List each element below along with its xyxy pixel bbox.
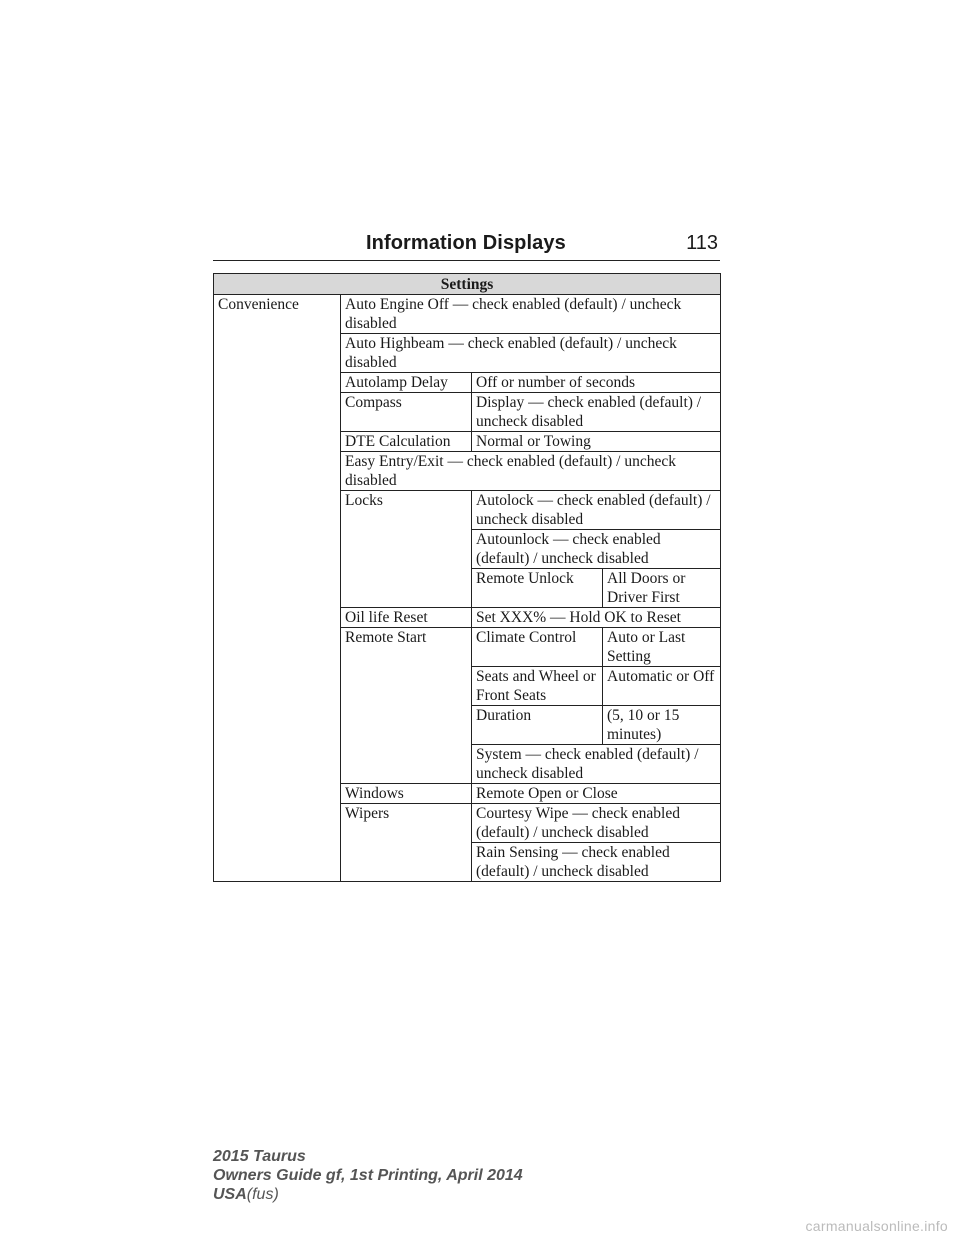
- wipers-label: Wipers: [341, 804, 472, 882]
- autolock-cell: Autolock — check enabled (default) / uncheck disabled: [472, 491, 721, 530]
- remote-unlock-value: All Doors or Driver First: [603, 569, 721, 608]
- auto-highbeam-cell: Auto Highbeam — check enabled (default) / uncheck disabled: [341, 334, 721, 373]
- footer-market-code: (fus): [246, 1186, 279, 1203]
- footer-market-bold: USA: [213, 1186, 247, 1203]
- remote-unlock-label: Remote Unlock: [472, 569, 603, 608]
- duration-label: Duration: [472, 706, 603, 745]
- settings-table: [213, 273, 721, 882]
- autounlock-cell: Autounlock — check enabled (default) / uncheck disabled: [472, 530, 721, 569]
- windows-label: Windows: [341, 784, 472, 804]
- footer-market: [213, 1185, 523, 1204]
- table-header-row: [214, 274, 721, 295]
- dte-value: Normal or Towing: [472, 432, 721, 452]
- footer-edition: Owners Guide gf, 1st Printing, April 2014: [213, 1167, 523, 1184]
- seats-wheel-label: Seats and Wheel or Front Seats: [472, 667, 603, 706]
- seats-wheel-value: Automatic or Off: [603, 667, 721, 706]
- duration-value: (5, 10 or 15 minutes): [603, 706, 721, 745]
- category-cell: Convenience: [214, 295, 341, 882]
- rain-sensing-cell: Rain Sensing — check enabled (default) / uncheck disabled: [472, 843, 721, 882]
- climate-control-label: Climate Control: [472, 628, 603, 667]
- remote-start-label: Remote Start: [341, 628, 472, 784]
- document-footer: [213, 1147, 523, 1204]
- table-row: [214, 295, 721, 334]
- autolamp-delay-value: Off or number of seconds: [472, 373, 721, 393]
- watermark: carmanualsonline.info: [805, 1218, 948, 1234]
- compass-label: Compass: [341, 393, 472, 432]
- easy-entry-cell: Easy Entry/Exit — check enabled (default) / uncheck disabled: [341, 452, 721, 491]
- system-cell: System — check enabled (default) / uncheck disabled: [472, 745, 721, 784]
- compass-value: Display — check enabled (default) / uncheck disabled: [472, 393, 721, 432]
- oil-life-value: Set XXX% — Hold OK to Reset: [472, 608, 721, 628]
- autolamp-delay-label: Autolamp Delay: [341, 373, 472, 393]
- page-header: [213, 228, 720, 261]
- auto-engine-off-cell: Auto Engine Off — check enabled (default) / uncheck disabled: [341, 295, 721, 334]
- climate-control-value: Auto or Last Setting: [603, 628, 721, 667]
- courtesy-wipe-cell: Courtesy Wipe — check enabled (default) / uncheck disabled: [472, 804, 721, 843]
- locks-label: Locks: [341, 491, 472, 608]
- page-number: 113: [686, 232, 718, 254]
- dte-label: DTE Calculation: [341, 432, 472, 452]
- oil-life-label: Oil life Reset: [341, 608, 472, 628]
- table-heading: Settings: [214, 274, 721, 295]
- page-title: Information Displays: [366, 232, 566, 254]
- footer-model: 2015 Taurus: [213, 1148, 306, 1165]
- windows-value: Remote Open or Close: [472, 784, 721, 804]
